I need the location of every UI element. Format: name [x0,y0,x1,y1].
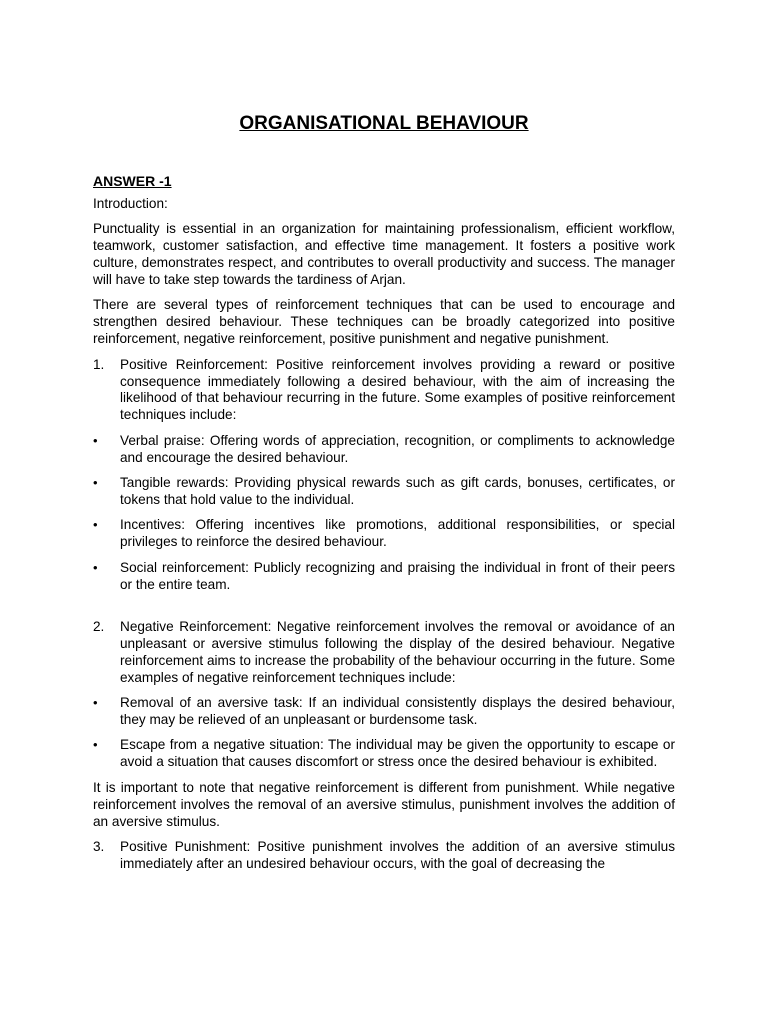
bullet-item [93,475,675,509]
bullet-text-social-reinforcement: Social reinforcement: Publicly recognizing and praising the individual in front of their peers or the entire team. [120,559,675,592]
bullet-item [93,517,675,551]
bullet-item [93,433,675,467]
document-body [93,173,675,881]
bullet-text-incentives: Incentives: Offering incentives like promotions, additional responsibilities, or special privileges to reinforce the desired behaviour. [120,517,675,550]
bullet-icon: • [93,517,98,533]
bullet-text-escape-negative-situation: Escape from a negative situation: The individual may be given the opportunity to escape or avoid a situation that causes discomfort or stress once the desired behaviour is exhibited. [120,737,675,770]
item-number: 3. [93,839,105,854]
bullet-item [93,560,675,594]
bullet-icon: • [93,559,98,575]
intro-label: Introduction: [93,195,168,211]
bullet-item [93,695,675,729]
bullet-icon: • [93,695,98,711]
numbered-item-positive-punishment [93,839,675,873]
bullet-text-tangible-rewards: Tangible rewards: Providing physical rewards such as gift cards, bonuses, certificates, or tokens that hold value to the individual. [120,475,675,507]
bullet-icon: • [93,737,98,753]
numbered-item-negative-reinforcement [93,619,675,687]
paragraph-punctuality: Punctuality is essential in an organization for maintaining professionalism, efficient workflow, teamwork, customer satisfaction, and effective time management. It fosters a positive work culture, demonstrates respect, and contributes to overall productivity and success. The manager will have to take step towards the tardiness of Arjan. [93,221,675,288]
item-number: 1. [93,356,105,372]
bullet-icon: • [93,475,98,491]
page-title: ORGANISATIONAL BEHAVIOUR [239,113,529,134]
bullet-text-verbal-praise: Verbal praise: Offering words of appreciation, recognition, or compliments to acknowledge and encourage the desired behaviour. [120,432,675,465]
bullet-text-removal-aversive-task: Removal of an aversive task: If an individual consistently displays the desired behaviour, they may be relieved of an unpleasant or burdensome task. [120,695,675,728]
spacer [93,602,675,619]
paragraph-reinforcement-types: There are several types of reinforcement techniques that can be used to encourage and strengthen desired behaviour. These techniques can be broadly categorized into positive reinforcement, negative reinforcement, positive punishment and negative punishment. [93,297,675,347]
item-text: Positive Reinforcement: Positive reinforcement involves providing a reward or positive consequence immediately following a desired behaviour, with the aim of increasing the likelihood of that behaviour recurring in the future. Some examples of positive reinforcement techniques include: [120,356,675,423]
numbered-item-positive-reinforcement [93,357,675,425]
item-text: Negative Reinforcement: Negative reinforcement involves the removal or avoidance of an unpleasant or aversive stimulus following the display of the desired behaviour. Negative reinforcement aims to increase the probability of the behaviour occurring in the future. Some examples of negative reinforcement techniques include: [120,619,675,685]
item-text: Positive Punishment: Positive punishment involves the addition of an aversive stimulus immediately after an undesired behaviour occurs, with the goal of decreasing the [120,839,675,871]
answer-heading: ANSWER -1 [93,173,172,189]
bullet-item [93,737,675,771]
item-number: 2. [93,619,105,635]
bullet-icon: • [93,432,98,448]
paragraph-negative-vs-punishment: It is important to note that negative reinforcement is different from punishment. While negative reinforcement involves the removal of an aversive stimulus, punishment involves the addition of an aversive stimulus. [93,779,675,829]
